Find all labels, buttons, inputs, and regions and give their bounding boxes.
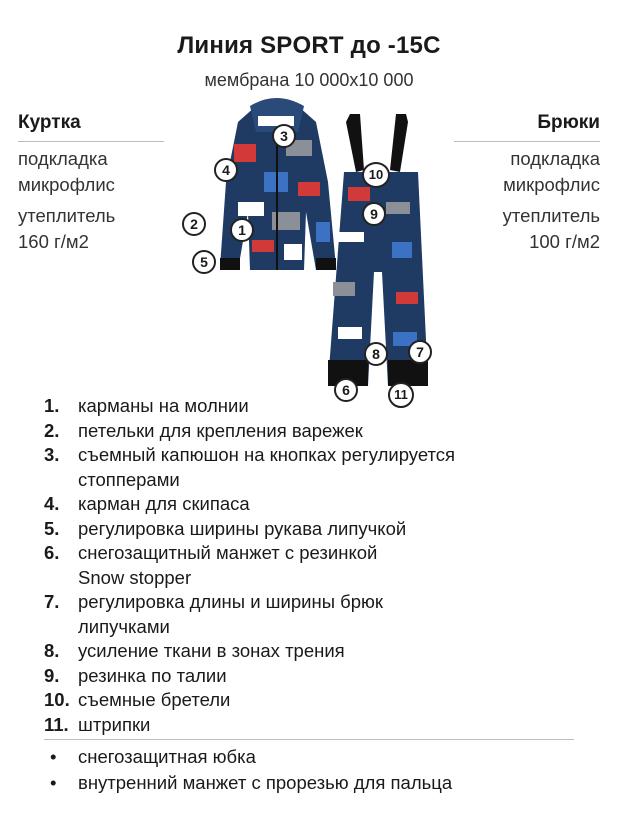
feature-item xyxy=(44,419,594,444)
feature-list xyxy=(44,394,594,737)
feature-number: 7. xyxy=(44,591,60,612)
feature-text: карманы на молнии xyxy=(78,395,249,416)
extras-text: снегозащитная юбка xyxy=(78,746,256,767)
marker-7: 7 xyxy=(408,340,432,364)
pants-insulation-label: утеплитель xyxy=(502,205,600,226)
feature-number: 10. xyxy=(44,689,70,710)
marker-1: 1 xyxy=(230,218,254,242)
feature-number: 1. xyxy=(44,395,60,416)
snowsuit-image xyxy=(178,92,448,412)
pants-strap-left xyxy=(346,114,364,172)
feature-number: 5. xyxy=(44,517,60,539)
feature-item xyxy=(44,394,594,419)
extras-item xyxy=(46,744,606,770)
feature-number: 9. xyxy=(44,664,60,686)
jacket-heading: Куртка xyxy=(18,112,81,133)
feature-item xyxy=(44,664,594,689)
bullet-icon: • xyxy=(50,746,57,767)
page-subtitle: мембрана 10 000х10 000 xyxy=(204,70,414,90)
marker-5: 5 xyxy=(192,250,216,274)
pants-heading: Брюки xyxy=(537,112,600,133)
jacket-lining-label: подкладка xyxy=(18,148,108,169)
list-divider xyxy=(44,739,574,740)
extras-list xyxy=(46,744,606,796)
marker-8: 8 xyxy=(364,342,388,366)
marker-2: 2 xyxy=(182,212,206,236)
feature-text-cont: Snow stopper xyxy=(78,566,192,588)
feature-item xyxy=(44,688,594,713)
feature-text: усиление ткани в зонах трения xyxy=(78,640,345,661)
jacket-insulation-label: утеплитель xyxy=(18,205,116,226)
feature-text: штрипки xyxy=(78,713,151,735)
feature-text: регулировка ширины рукава липучкой xyxy=(78,517,407,539)
feature-item xyxy=(44,713,594,738)
feature-number: 3. xyxy=(44,444,60,465)
feature-text: резинка по талии xyxy=(78,664,227,686)
bullet-icon: • xyxy=(50,772,57,793)
feature-item xyxy=(44,492,594,517)
extras-text: внутренний манжет с прорезью для пальца xyxy=(78,772,453,793)
jacket-divider xyxy=(18,141,164,142)
pants-lining xyxy=(503,146,600,198)
feature-text-cont: липучками xyxy=(78,615,170,637)
jacket-insulation xyxy=(18,203,115,255)
jacket-lining-value: микрофлис xyxy=(18,174,115,195)
feature-text: съемный капюшон на кнопках регулируется xyxy=(78,444,456,465)
feature-item xyxy=(44,443,594,492)
pants-insulation xyxy=(503,203,600,255)
marker-6: 6 xyxy=(334,378,358,402)
jacket-cuff-left xyxy=(220,258,240,270)
marker-3: 3 xyxy=(272,124,296,148)
feature-item xyxy=(44,541,594,590)
extras-item xyxy=(46,770,606,796)
product-illustration xyxy=(178,92,448,412)
feature-text: петельки для крепления варежек xyxy=(78,419,363,441)
jacket-cuff-right xyxy=(316,258,336,270)
jacket-lining xyxy=(18,146,115,198)
feature-number: 4. xyxy=(44,493,60,514)
pants-cuff-right xyxy=(388,360,428,386)
jacket-insulation-value: 160 г/м2 xyxy=(18,231,89,252)
feature-item xyxy=(44,517,594,542)
pants-insulation-value: 100 г/м2 xyxy=(529,231,600,252)
feature-text-cont: стопперами xyxy=(78,468,180,490)
feature-item xyxy=(44,590,594,639)
feature-number: 6. xyxy=(44,542,60,563)
feature-number: 11. xyxy=(44,713,69,735)
feature-number: 2. xyxy=(44,419,60,441)
feature-number: 8. xyxy=(44,640,60,661)
marker-11: 11 xyxy=(388,382,414,408)
pants-divider xyxy=(454,141,600,142)
feature-text: карман для скипаса xyxy=(78,493,250,514)
feature-text: регулировка длины и ширины брюк xyxy=(78,591,383,612)
marker-4: 4 xyxy=(214,158,238,182)
marker-10: 10 xyxy=(362,162,390,188)
pants-lining-value: микрофлис xyxy=(503,174,600,195)
feature-text: снегозащитный манжет с резинкой xyxy=(78,542,378,563)
page-title: Линия SPORT до -15С xyxy=(177,32,441,59)
feature-text: съемные бретели xyxy=(78,689,231,710)
feature-item xyxy=(44,639,594,664)
pants-lining-label: подкладка xyxy=(510,148,600,169)
marker-9: 9 xyxy=(362,202,386,226)
pants-strap-right xyxy=(390,114,408,172)
